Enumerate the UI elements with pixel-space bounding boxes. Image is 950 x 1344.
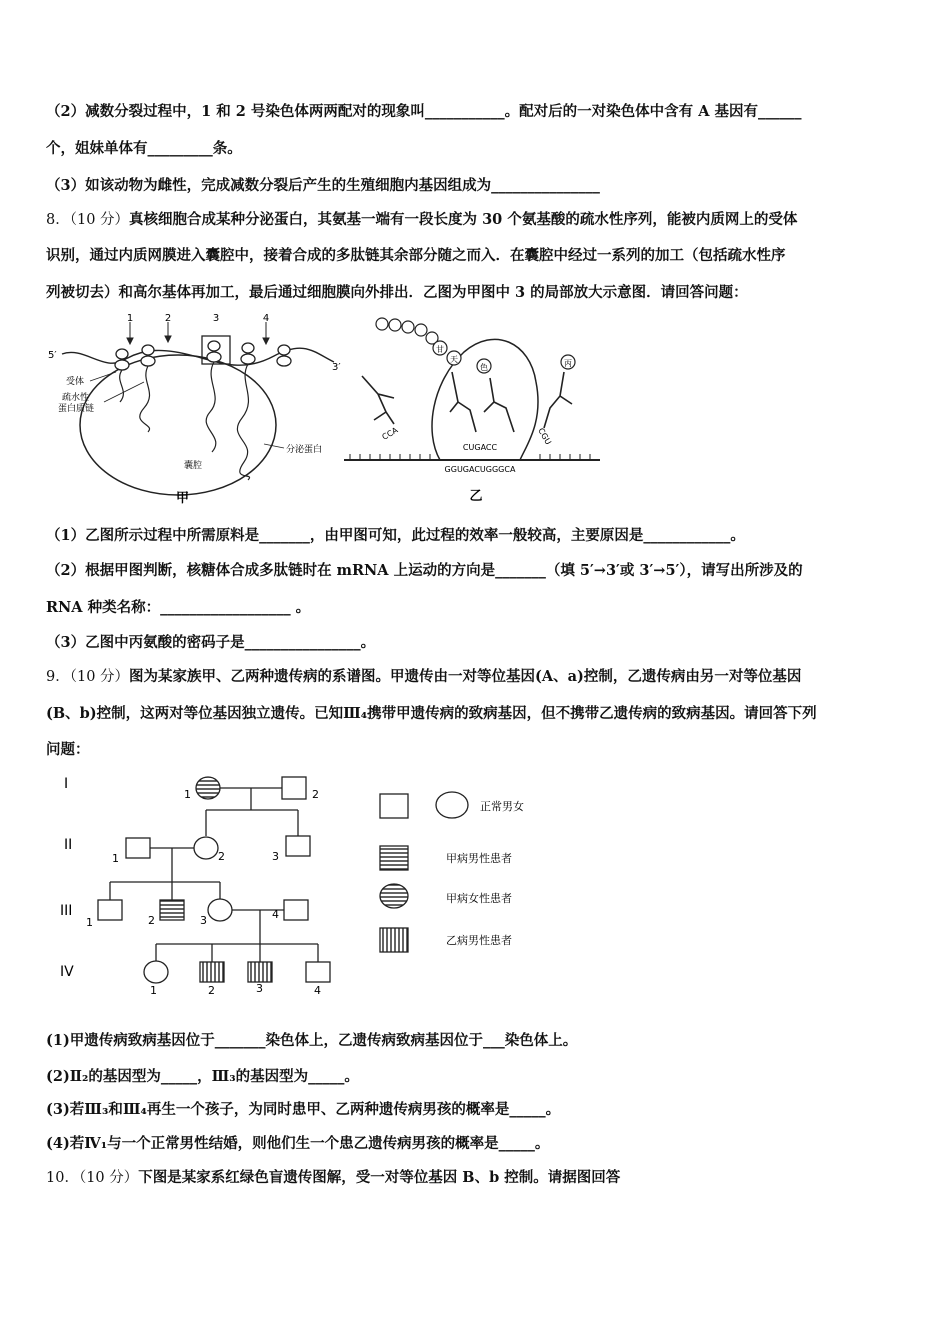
jia-label-hydrophobic-2: 蛋白质链 xyxy=(58,404,95,414)
q8-stem-text1: 真核细胞合成某种分泌蛋白，其氨基一端有一段长度为 30 个氨基酸的疏水性序列，能被内质网上的受体 xyxy=(129,211,798,228)
q10-number: 10．（10 分） xyxy=(46,1170,139,1186)
q8-part3: （3）乙图中丙氨酸的密码子是________________。 xyxy=(46,634,376,651)
jia-label-secretory: 分泌蛋白 xyxy=(286,445,323,455)
q7-part3: （3）如该动物为雌性，完成减数分裂后产生的生殖细胞内基因组成为_______________ xyxy=(46,177,600,194)
I-2-id: 2 xyxy=(312,788,319,801)
gen-label-3: III xyxy=(60,903,73,919)
legend-normal: 正常男女 xyxy=(480,800,524,813)
q7-part2-line1: （2）减数分裂过程中，1 和 2 号染色体两两配对的现象叫___________。配对后的一对染色体中含有 A 基因有______ xyxy=(46,103,802,120)
IV-1-id: 1 xyxy=(150,984,157,997)
legend-jia-female: 甲病女性患者 xyxy=(446,892,512,905)
gen-label-1: I xyxy=(64,776,69,792)
III-3-id: 3 xyxy=(200,914,207,927)
II-3-id: 3 xyxy=(272,850,279,863)
q9-sub2: (2)Ⅱ₂的基因型为_____，Ⅲ₃的基因型为_____。 xyxy=(46,1068,359,1085)
arrows-jia xyxy=(127,322,269,344)
anticodon-cgu: CGU xyxy=(536,426,553,447)
aa-gly: 甘 xyxy=(436,345,444,354)
jia-label-receptor: 受体 xyxy=(66,377,85,387)
yi-caption: 乙 xyxy=(469,489,483,504)
legend-jia-male: 甲病男性患者 xyxy=(446,852,512,865)
protein-synthesis-figure xyxy=(44,312,604,508)
q9-stem-line1 xyxy=(46,667,801,687)
jia-number-1: 1 xyxy=(126,313,134,324)
q8-stem-line2: 识别，通过内质网膜进入囊腔中，接着合成的多肽链其余部分随之而入．在囊腔中经过一系列的加工（包括疏水性序 xyxy=(46,247,786,264)
q7-part2-line2: 个，姐妹单体有_________条。 xyxy=(46,140,242,157)
q9-sub1: (1)甲遗传病致病基因位于_______染色体上，乙遗传病致病基因位于___染色体上。 xyxy=(46,1032,578,1049)
pedigree-figure xyxy=(50,768,550,1000)
IV-3-id: 3 xyxy=(256,982,263,995)
q9-stem-line2: (B、b)控制，这两对等位基因独立遗传。已知Ⅲ₄携带甲遗传病的致病基因，但不携带乙遗传病的致病基因。请回答下列 xyxy=(46,705,817,722)
anticodon-cca: CCA xyxy=(380,425,400,442)
IV-3-yi-male xyxy=(248,962,272,982)
q8-stem-line3: 列被切去）和高尔基体再加工，最后通过细胞膜向外排出．乙图为甲图中 3 的局部放大示意图．请回答问题： xyxy=(46,284,748,301)
aa-trp: 色 xyxy=(480,363,488,372)
jia-number-2: 2 xyxy=(164,313,172,324)
er-lumen-ellipse xyxy=(80,355,276,495)
II-3-normal-male xyxy=(286,836,310,856)
q8-part1: （1）乙图所示过程中所需原料是_______，由甲图可知，此过程的效率一般较高，主要原因是____________。 xyxy=(46,527,745,544)
q9-sub3: (3)若Ⅲ₃和Ⅲ₄再生一个孩子，为同时患甲、乙两种遗传病男孩的概率是_____。 xyxy=(46,1101,561,1118)
III-1-normal-male xyxy=(98,900,122,920)
q9-stem-text1: 图为某家族甲、乙两种遗传病的系谱图。甲遗传由一对等位基因(A、a)控制，乙遗传病由另一对等位基因 xyxy=(129,668,802,685)
q9-number: 9．（10 分） xyxy=(46,669,130,685)
trna-molecules xyxy=(362,372,572,432)
q8-part2-line2: RNA 种类名称：__________________ 。 xyxy=(46,599,311,616)
IV-1-normal-female xyxy=(144,961,168,983)
gen-label-2: II xyxy=(64,837,73,853)
q8-stem-line1 xyxy=(46,210,797,230)
jia-end-5prime: 5′ xyxy=(48,350,57,361)
IV-2-id: 2 xyxy=(208,984,215,997)
III-4-id: 4 xyxy=(272,908,279,921)
jia-label-lumen: 囊腔 xyxy=(184,461,203,471)
III-2-jia-male xyxy=(160,900,184,920)
q10-stem xyxy=(46,1168,620,1188)
II-2-normal-female xyxy=(194,837,218,859)
III-3-normal-female xyxy=(208,899,232,921)
jia-label-hydrophobic-1: 疏水性 xyxy=(62,393,90,403)
aa-asp: 天 xyxy=(450,355,458,364)
mrna-strand-jia xyxy=(62,348,334,365)
pedigree-legend xyxy=(380,792,468,952)
I-2-normal-male xyxy=(282,777,306,799)
mrna-sequence: GGUGACUGGGCA xyxy=(444,465,516,474)
II-1-id: 1 xyxy=(112,852,119,865)
I-1-id: 1 xyxy=(184,788,191,801)
jia-number-3: 3 xyxy=(212,313,220,324)
q9-stem-line3: 问题： xyxy=(46,741,90,758)
IV-4-id: 4 xyxy=(314,984,321,997)
anticodon-cugacc: CUGACC xyxy=(462,443,498,452)
q9-sub4: (4)若Ⅳ₁与一个正常男性结婚，则他们生一个患乙遗传病男孩的概率是_____。 xyxy=(46,1135,550,1152)
q8-part2-line1: （2）根据甲图判断，核糖体合成多肽链时在 mRNA 上运动的方向是_______（填 5′→3′或 3′→5′），请写出所涉及的 xyxy=(46,562,803,579)
ribosomes-jia xyxy=(115,341,291,370)
legend-yi-male: 乙病男性患者 xyxy=(446,934,512,947)
q10-stem-text: 下图是某家系红绿色盲遗传图解，受一对等位基因 B、b 控制。请据图回答 xyxy=(138,1169,621,1186)
jia-number-4: 4 xyxy=(262,313,270,324)
jia-end-3prime: 3′ xyxy=(332,362,341,373)
gen-label-4: IV xyxy=(60,964,74,980)
II-2-id: 2 xyxy=(218,850,225,863)
III-2-id: 2 xyxy=(148,914,155,927)
I-1-affected-female xyxy=(196,777,220,799)
II-1-normal-male xyxy=(126,838,150,858)
amino-acid-chain xyxy=(376,318,575,373)
IV-2-yi-male xyxy=(200,962,224,982)
III-4-normal-male xyxy=(284,900,308,920)
aa-ala: 丙 xyxy=(564,359,572,368)
jia-caption: 甲 xyxy=(176,491,190,506)
q8-number: 8．（10 分） xyxy=(46,212,130,228)
IV-4-normal-male xyxy=(306,962,330,982)
III-1-id: 1 xyxy=(86,916,93,929)
